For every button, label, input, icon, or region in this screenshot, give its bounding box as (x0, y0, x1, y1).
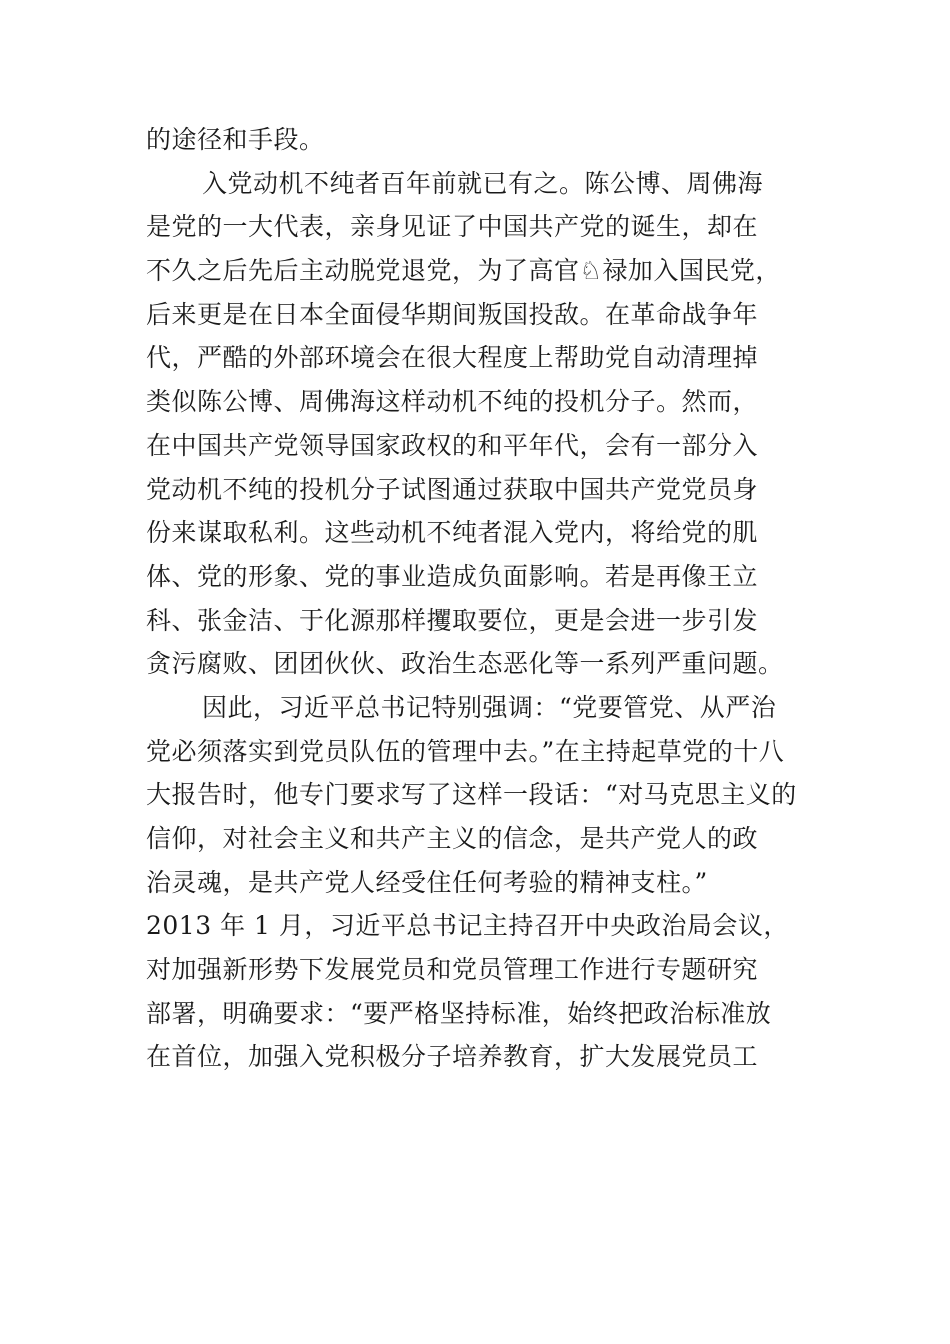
body-text (146, 118, 806, 1079)
text-line: 2013 年 1 月，习近平总书记主持召开中央政治局会议， (146, 911, 789, 941)
paragraph-start-line: 因此，习近平总书记特别强调：“党要管党、从严治 (202, 692, 777, 722)
text-line: 大报告时，他专门要求写了这样一段话：“对马克思主义的 (146, 780, 797, 810)
text-line: 体、党的形象、党的事业造成负面影响。若是再像王立 (146, 561, 759, 591)
text-line: 代，严酷的外部环境会在很大程度上帮助党自动清理掉 (146, 343, 759, 373)
text-line: 不久之后先后主动脱党退党，为了高官♘禄加入国民党， (146, 256, 781, 286)
text-line: 类似陈公博、周佛海这样动机不纯的投机分子。然而， (146, 387, 759, 417)
text-line: 份来谋取私利。这些动机不纯者混入党内，将给党的肌 (146, 518, 759, 548)
text-line: 党必须落实到党员队伍的管理中去。”在主持起草党的十八 (146, 736, 785, 766)
text-line: 科、张金洁、于化源那样攫取要位，更是会进一步引发 (146, 605, 759, 635)
text-line: 在首位，加强入党积极分子培养教育，扩大发展党员工 (146, 1042, 759, 1072)
text-line: 治灵魂，是共产党人经受住任何考验的精神支柱。” (146, 867, 708, 897)
text-line: 部署，明确要求：“要严格坚持标准，始终把政治标准放 (146, 998, 772, 1028)
text-line: 后来更是在日本全面侵华期间叛国投敌。在革命战争年 (146, 299, 759, 329)
text-line: 在中国共产党领导国家政权的和平年代，会有一部分入 (146, 430, 759, 460)
text-line: 贪污腐败、团团伙伙、政治生态恶化等一系列严重问题。 (146, 649, 784, 679)
text-line: 党动机不纯的投机分子试图通过获取中国共产党党员身 (146, 474, 759, 504)
text-line: 对加强新形势下发展党员和党员管理工作进行专题研究 (146, 955, 759, 985)
paragraph-start-line: 入党动机不纯者百年前就已有之。陈公博、周佛海 (202, 168, 764, 198)
text-line: 信仰，对社会主义和共产主义的信念，是共产党人的政 (146, 824, 759, 853)
text-line: 的途径和手段。 (146, 125, 325, 154)
text-line: 是党的一大代表，亲身见证了中国共产党的诞生，却在 (146, 212, 759, 242)
